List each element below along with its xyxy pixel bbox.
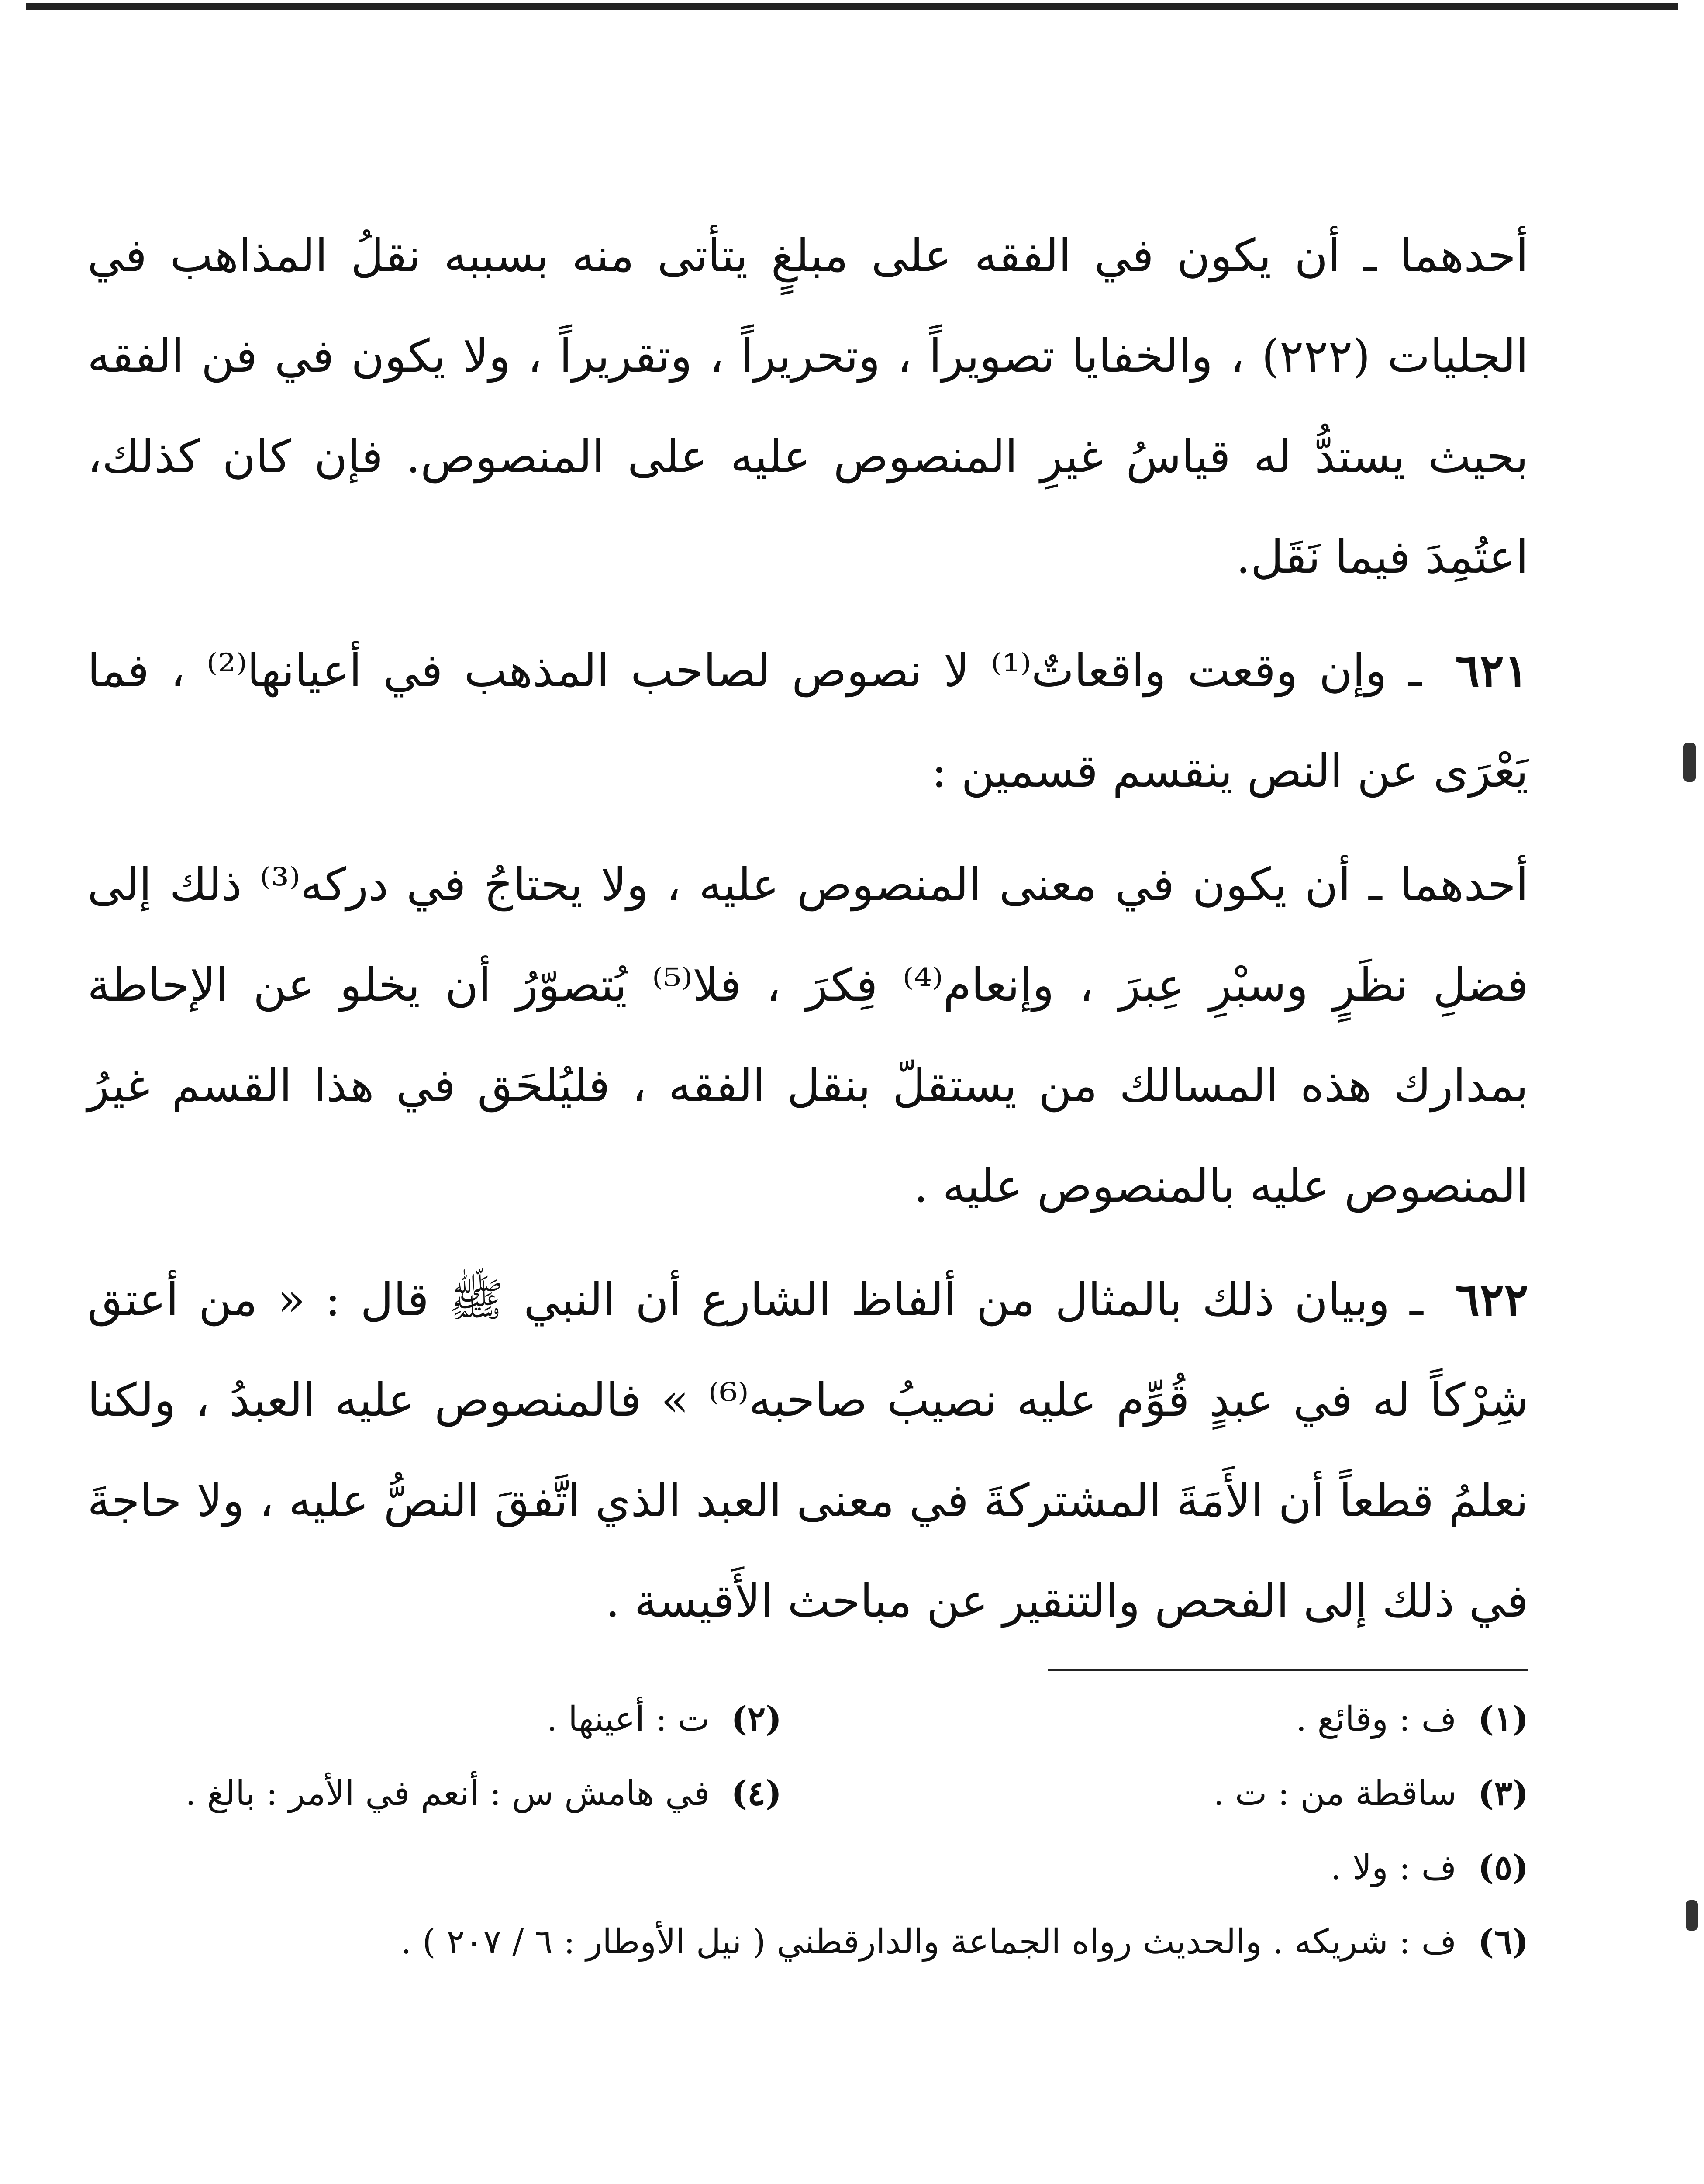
footnote-text: ف : وقائع . xyxy=(1296,1700,1457,1739)
paragraph-621 xyxy=(87,620,1528,821)
footnote-2 xyxy=(87,1689,782,1750)
paragraph-text: أحدهما ـ أن يكون في معنى المنصوص عليه ، ولا يحتاجُ في دركه⁽³⁾ ذلك إلى فضلِ نظَرٍ وسبْرِ عِبرَ ، وإنعام⁽⁴⁾ فِكرَ ، فلا⁽⁵⁾ يُتصوّرُ أن يخلو عن الإحاطة بمدارك هذه المسالك من يستقلّ بنقل الفقه ، فليُلحَق في هذا القسم غيرُ المنصوص عليه بالمنصوص عليه . xyxy=(87,858,1529,1213)
scan-edge-mark xyxy=(1683,743,1696,782)
page-body xyxy=(87,205,1528,1973)
footnote-number: (١) xyxy=(1478,1699,1528,1739)
footnote-separator xyxy=(1048,1669,1528,1671)
paragraph-text: ـ وبيان ذلك بالمثال من ألفاظ الشارع أن النبي ﷺ قال : « من أعتق شِرْكاً له في عبدٍ قُوِّم عليه نصيبُ صاحبه⁽⁶⁾ » فالمنصوص عليه العبدُ ، ولكنا نعلمُ قطعاً أن الأَمَةَ المشتركةَ في معنى العبد الذي اتَّفقَ النصُّ عليه ، ولا حاجةَ في ذلك إلى الفحص والتنقير عن مباحث الأَقيسة . xyxy=(87,1273,1528,1628)
footnote-number: (٥) xyxy=(1478,1848,1528,1887)
footnote-text: ف : شريكه . والحديث رواه الجماعة والدارقطني ( نيل الأوطار : ٦ / ٢٠٧ ) . xyxy=(400,1922,1457,1962)
paragraph-622 xyxy=(87,1249,1528,1651)
paragraph-number: ٦٢٢ xyxy=(1455,1272,1528,1326)
footnote-text: ت : أعينها . xyxy=(546,1700,710,1739)
footnote-4 xyxy=(87,1763,782,1824)
footnote-5 xyxy=(834,1837,1528,1898)
footnote-number: (٦) xyxy=(1478,1922,1528,1962)
footnote-number: (٢) xyxy=(731,1699,782,1739)
footnote-text: ساقطة من : ت . xyxy=(1213,1774,1457,1813)
scan-edge-mark xyxy=(1686,1900,1698,1931)
footnote-spacer xyxy=(87,1837,782,1898)
paragraph-number: ٦٢١ xyxy=(1455,643,1528,697)
footnote-text: ف : ولا . xyxy=(1331,1848,1457,1887)
top-border-rule xyxy=(26,3,1678,10)
footnote-text: في هامش س : أنعم في الأمر : بالغ . xyxy=(185,1774,710,1813)
footnote-number: (٤) xyxy=(731,1773,782,1813)
paragraph-1 xyxy=(87,205,1528,607)
paragraph-3 xyxy=(87,834,1528,1236)
footnote-6 xyxy=(87,1911,1528,1973)
footnote-number: (٣) xyxy=(1478,1773,1528,1813)
footnote-1 xyxy=(834,1689,1528,1750)
paragraph-text: أحدهما ـ أن يكون في الفقه على مبلغٍ يتأتى منه بسببه نقلُ المذاهب في الجليات (٢٢٢) ، والخفايا تصويراً ، وتحريراً ، وتقريراً ، ولا يكون في فن الفقه بحيث يستدُّ له قياسُ غيرِ المنصوص عليه على المنصوص. فإن كان كذلك، اعتُمِدَ فيما نَقَل. xyxy=(87,229,1529,584)
footnotes xyxy=(87,1689,1528,1973)
paragraph-text: ـ وإن وقعت واقعاتٌ⁽¹⁾ لا نصوص لصاحب المذهب في أعيانها⁽²⁾ ، فما يَعْرَى عن النص ينقسم قسمين : xyxy=(87,644,1528,798)
footnote-3 xyxy=(834,1763,1528,1824)
